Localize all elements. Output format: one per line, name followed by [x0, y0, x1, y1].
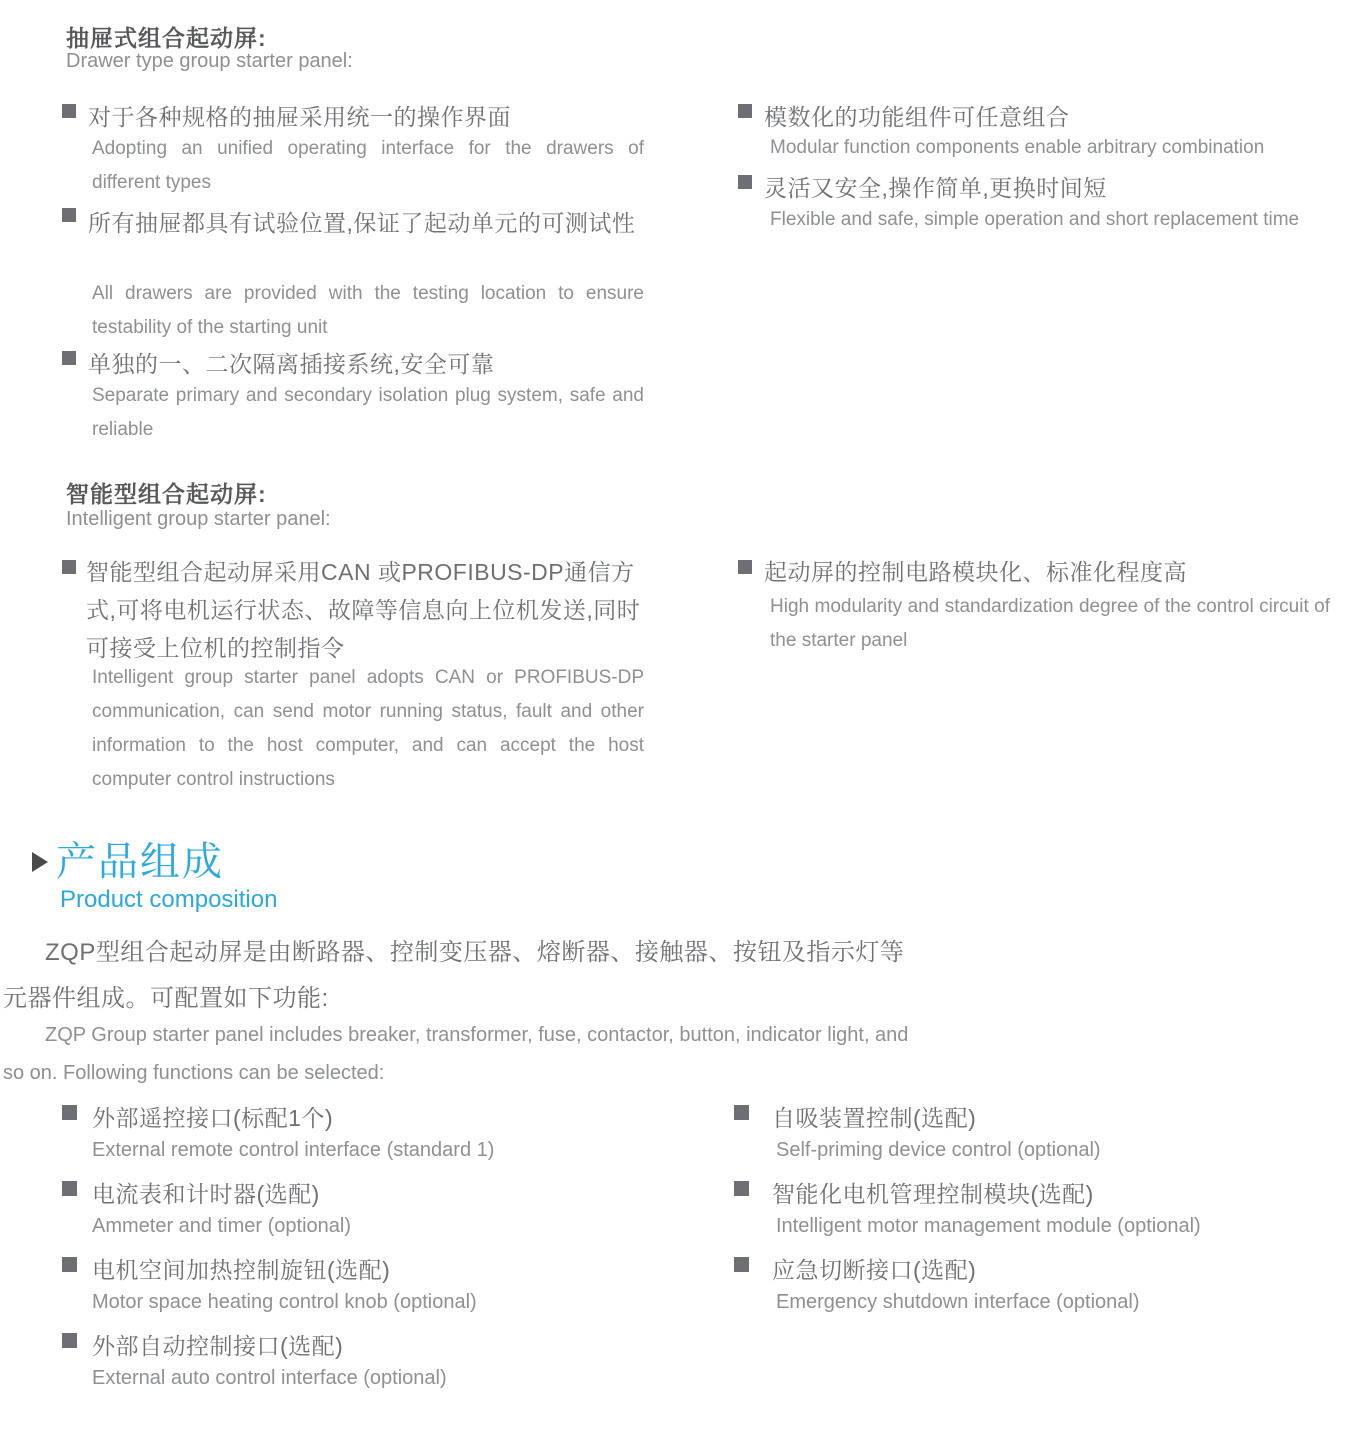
intelligent-section-title-en: Intelligent group starter panel:: [66, 508, 331, 530]
square-bullet-icon: [62, 104, 76, 118]
composition-paragraph-en: ZQP Group starter panel includes breaker, transformer, fuse, contactor, button, indicator light, and so on. Following functions can be selected:: [3, 1024, 909, 1084]
drawer-right-item-2-en: Flexible and safe, simple operation and short replacement time: [770, 209, 1300, 230]
square-bullet-icon: [62, 560, 76, 574]
intelligent-left-item-1-en: Intelligent group starter panel adopts CAN or PROFIBUS-DP communication, can send motor running status, fault and other information to the host computer, and can accept the host computer control instructions: [92, 667, 644, 790]
square-bullet-icon: [62, 1105, 77, 1120]
intelligent-left-item-1-zh: 智能型组合起动屏采用CAN 或PROFIBUS-DP通信方式,可将电机运行状态、故障等信息向上位机发送,同时可接受上位机的控制指令: [86, 559, 641, 661]
feature-left-3-zh: 电机空间加热控制旋钮(选配): [92, 1257, 391, 1283]
feature-right-3-en: Emergency shutdown interface (optional): [776, 1291, 1140, 1313]
feature-left-2-zh: 电流表和计时器(选配): [92, 1181, 320, 1207]
feature-left-4-en: External auto control interface (optional): [92, 1367, 447, 1389]
drawer-left-item-2-zh: 所有抽屉都具有试验位置,保证了起动单元的可测试性: [88, 210, 636, 236]
drawer-left-item-3-zh: 单独的一、二次隔离插接系统,安全可靠: [88, 351, 495, 377]
feature-right-3-zh: 应急切断接口(选配): [772, 1257, 977, 1283]
drawer-right-item-1-en: Modular function components enable arbitrary combination: [770, 137, 1265, 158]
drawer-right-item-2-zh: 灵活又安全,操作简单,更换时间短: [764, 175, 1107, 201]
intelligent-right-item-1-zh: 起动屏的控制电路模块化、标准化程度高: [764, 559, 1187, 585]
drawer-section-title-en: Drawer type group starter panel:: [66, 50, 353, 72]
intelligent-right-item-1-en: High modularity and standardization degree of the control circuit of the starter panel: [770, 596, 1330, 651]
drawer-left-item-1-zh: 对于各种规格的抽屉采用统一的操作界面: [88, 104, 511, 130]
composition-paragraph-zh: ZQP型组合起动屏是由断路器、控制变压器、熔断器、接触器、按钮及指示灯等元器件组成。可配置如下功能:: [3, 939, 905, 1012]
drawer-right-item-1-zh: 模数化的功能组件可任意组合: [764, 104, 1070, 130]
feature-right-1-en: Self-priming device control (optional): [776, 1139, 1101, 1161]
composition-title-en: Product composition: [60, 886, 278, 913]
feature-right-2-en: Intelligent motor management module (optional): [776, 1215, 1201, 1237]
feature-left-4-zh: 外部自动控制接口(选配): [92, 1333, 344, 1359]
right-triangle-icon: [32, 852, 48, 872]
drawer-section-title-zh: 抽屉式组合起动屏:: [66, 25, 267, 51]
square-bullet-icon: [62, 1181, 77, 1196]
square-bullet-icon: [738, 175, 752, 189]
feature-right-2-zh: 智能化电机管理控制模块(选配): [772, 1181, 1094, 1207]
drawer-left-item-3-en: Separate primary and secondary isolation plug system, safe and reliable: [92, 385, 644, 440]
composition-title-zh: 产品组成: [56, 840, 224, 884]
feature-left-3-en: Motor space heating control knob (optional): [92, 1291, 477, 1313]
drawer-left-item-1-en: Adopting an unified operating interface for the drawers of different types: [92, 138, 644, 193]
feature-left-1-en: External remote control interface (standard 1): [92, 1139, 495, 1161]
square-bullet-icon: [62, 351, 76, 365]
intelligent-section-title-zh: 智能型组合起动屏:: [66, 481, 267, 507]
square-bullet-icon: [734, 1105, 749, 1120]
drawer-left-item-2-en: All drawers are provided with the testing location to ensure testability of the starting unit: [92, 283, 644, 338]
square-bullet-icon: [734, 1181, 749, 1196]
square-bullet-icon: [62, 1257, 77, 1272]
feature-left-2-en: Ammeter and timer (optional): [92, 1215, 351, 1237]
square-bullet-icon: [62, 1333, 77, 1348]
square-bullet-icon: [734, 1257, 749, 1272]
square-bullet-icon: [738, 560, 752, 574]
feature-right-1-zh: 自吸装置控制(选配): [772, 1105, 977, 1131]
square-bullet-icon: [738, 104, 752, 118]
feature-left-1-zh: 外部遥控接口(标配1个): [92, 1105, 334, 1131]
